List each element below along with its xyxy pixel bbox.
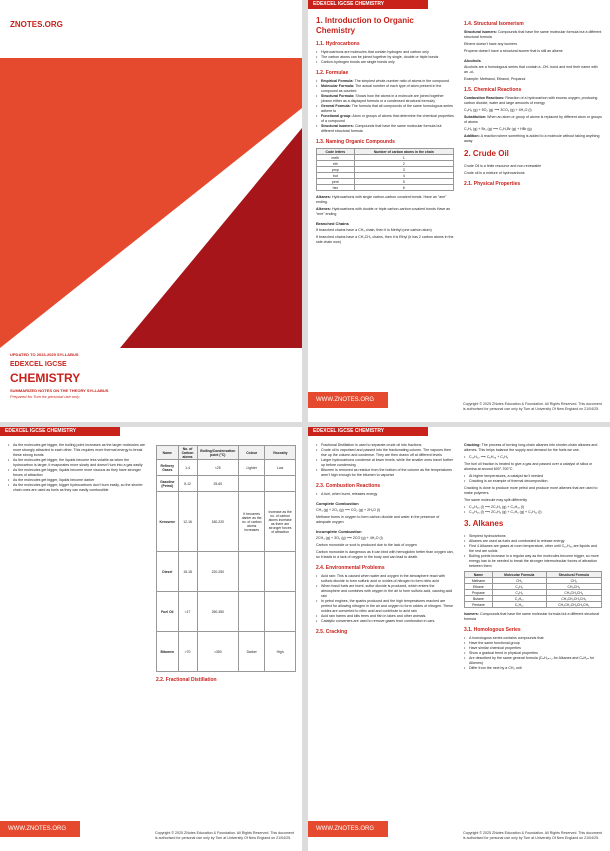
list-item: • First 4 Alkanes are gases at room temperature, other until C₁₆H₃₄ are liquids and the rest are solids: [464, 544, 602, 554]
list-item: • General Formula: The formula that all compounds of the same homologous series adhere to: [316, 104, 454, 114]
right-column: [464, 16, 602, 190]
list-item: • As the molecules get bigger, bigger hydrocarbons don't burn easily, so the shorter chain ones are used as fuels as they can easily combustible: [8, 483, 146, 493]
formulae-list: [316, 79, 454, 134]
cover-description: SUMMARIZED NOTES ON THE THEORY SYLLABUS: [10, 388, 109, 393]
paragraph: If branched chains have a CH₃ chain, then it is Methyl (one carbon atom): [316, 228, 432, 232]
physical-properties-list: [8, 443, 146, 493]
section-heading: 1.3. Naming Organic Compounds: [316, 139, 395, 145]
list-item: • As the molecules get bigger, the liquids become less volatile as when the hydrocarbon is larger, it evaporates more slowly and doesn't turn into a gas easily: [8, 458, 146, 468]
table-row: pent 5: [317, 179, 454, 185]
footer-brand[interactable]: WWW.ZNOTES.ORG: [308, 392, 388, 408]
list-item: • Simplest hydrocarbons: [464, 534, 602, 539]
subheading: Incomplete Combustion: [316, 529, 362, 534]
list-item: • C₁₂H₂₆ (l) ⟶ 2C₂H₄ (g) + C₃H₆ (g) + C₅H₁₂ (l): [464, 510, 602, 515]
list-item: • Show a gradual trend in physical properties: [464, 651, 602, 656]
paragraph: Cracking: The process of turning long-chain alkanes into shorter-chain alkanes and alkenes. This helps balance the supply and demand for the fuels we use.: [464, 443, 598, 452]
list-item: • C₁₂H₂₆ (l) ⟶ 2C₂H₄ (g) + C₈H₁₈ (l): [464, 505, 602, 510]
paragraph: Carbon monoxide is dangerous as it can bind with hemoglobin better than oxygen can, so it leads to a lack of oxygen in the body and can lead to death.: [316, 550, 454, 559]
cracking-equations: [464, 505, 602, 515]
list-item: • A fuel, when burnt, releases energy: [316, 492, 454, 497]
list-item: • Molecular Formula: The actual number of each type of atom present in the compound as counted: [316, 84, 454, 94]
section-heading: 2.5. Cracking: [316, 629, 348, 635]
paragraph: Substitution: When an atom or group of atoms is replaced by different atom or groups of atoms: [464, 115, 602, 124]
table-row: Propane C₃H₈ CH₃CH₂CH₃: [465, 590, 602, 596]
table-row: Butane C₄H₁₀ CH₃CH₂CH₂CH₃: [465, 596, 602, 602]
list-item: • Differ from the next by a CH₂ unit: [464, 666, 602, 671]
paragraph: Example: Methanol, Ethanol, Propanol: [464, 77, 526, 81]
list-item: • Fractional Distillation is used to separate crude oil into fractions: [316, 443, 454, 448]
page-header: EDEXCEL IGCSE CHEMISTRY: [0, 427, 120, 436]
list-item: • Acid rain harms and kills trees and fish in lakes and other animals.: [316, 614, 454, 619]
footer-brand[interactable]: WWW.ZNOTES.ORG: [0, 821, 80, 837]
table-row: Kerosene 12-16 180-220 It becomes darker as the no. of carbon atoms increases Increase as the no. of carbon atoms increase as there are stronger forces of attraction: [157, 492, 296, 552]
naming-table: [316, 148, 454, 191]
table-header: Name: [465, 572, 493, 578]
paragraph: Combustion Reactions: Reaction of a hydrocarbon with excess oxygen, producing carbon dioxide, water and large amounts of energy: [464, 96, 598, 105]
list-item: • When fossil fuels are burnt, sulfur dioxide is produced, which enters the atmosphere and combines with oxygen in the air to form sulfuric acid, causing acid rain: [316, 584, 454, 599]
alkanes-list: [464, 534, 602, 569]
cover-updated: UPDATED TO 2023-2025 SYLLABUS: [10, 352, 79, 357]
list-item: • In petrol engines, the sparks produced and the high temperatures reached are perfect for allowing nitrogen in the air and oxygen to form oxides of nitrogen. These oxides are converted to nitric acid and contribute to acid rain: [316, 599, 454, 614]
cracking-equation-list: [464, 455, 602, 460]
paragraph: The same molecule may split differently: [464, 498, 528, 502]
notes-page-2: [308, 0, 610, 422]
fractions-table: [156, 445, 296, 672]
paragraph: Isomers: Compounds that have the same molecular formula but a different structural formula: [464, 612, 600, 621]
table-row: Ethane C₂H₆ CH₃CH₃: [465, 584, 602, 590]
list-item: • Bitumen is removed as residue from the bottom of the column as the temperatures aren't high enough for the bitumen to vaporise: [316, 468, 454, 478]
list-item: • Acid rain: This is caused when water and oxygen in the atmosphere react with sulfuric dioxide to form sulfuric acid or oxides of nitrogen to form nitric acid: [316, 574, 454, 584]
page-header: EDEXCEL IGCSE CHEMISTRY: [308, 0, 428, 9]
paragraph: Structural isomers: Compounds that have the same molecular formula but a different structural formula: [464, 30, 602, 39]
table-header: Colour: [239, 446, 265, 460]
paragraph: The fuel oil fraction is heated to give a gas and passed over a catalyst of silica or alumina at around 600°-700°C: [464, 462, 593, 471]
cover-artwork: [0, 58, 302, 348]
subheading: Branched Chains: [316, 221, 349, 226]
table-row: Diesel 15-18 220-250: [157, 552, 296, 592]
table-header: Viscosity: [265, 446, 296, 460]
list-item: • Hydrocarbons are molecules that contain hydrogen and carbon only: [316, 50, 454, 55]
table-row: meth 1: [317, 155, 454, 161]
table-header: Number of carbon atoms in the chain: [354, 149, 453, 155]
table-row: Pentane C₅H₁₂ CH₃CH₂CH₂CH₂CH₃: [465, 602, 602, 608]
list-item: • Empirical Formula: The simplest whole-number ratio of atoms in the compound: [316, 79, 454, 84]
table-header: Code letters: [317, 149, 355, 155]
section-heading: 1.1. Hydrocarbons: [316, 41, 360, 47]
section-heading: 2.1. Physical Properties: [464, 181, 521, 187]
table-row: prop 3: [317, 167, 454, 173]
table-row: Gasoline (Petrol) 5-12 25-60: [157, 476, 296, 492]
cover-logo: ZNOTES.ORG: [10, 20, 63, 29]
environment-list: [316, 574, 454, 624]
paragraph: Cracking is done to produce more petrol and produce more alkenes that are used to make polymers.: [464, 486, 598, 495]
list-item: • Crude oil is vaporised and passed into the fractionating column. The vapours then rise up the column and condense. They are then drawn off at different levels: [316, 448, 454, 458]
section-heading: 2.4. Environmental Problems: [316, 565, 385, 571]
section-title: 3. Alkanes: [464, 519, 504, 528]
section-title: 2. Crude Oil: [464, 149, 509, 158]
list-item: • Have similar chemical properties: [464, 646, 602, 651]
footer-copyright: Copyright © 2025 ZNotes Education & Foundation. All Rights Reserved. This document is authorised for personal use only by Tom at University Of New England on 21/04/25.: [463, 831, 602, 840]
homologous-list: [464, 636, 602, 671]
notes-page-3: [0, 427, 302, 851]
paragraph: Propene doesn't have a structural isomer that is still an alkene: [464, 49, 563, 53]
section-title: 1. Introduction to Organic Chemistry: [316, 16, 414, 35]
left-column: [316, 443, 454, 638]
list-item: • As the molecules get bigger, the boiling point increases as the larger molecules are more strongly attracted to each other. This requires more thermal energy to break these strong bonds: [8, 443, 146, 458]
equation: C₃H₈ (g) + 5O₂ (g) ⟶ 3CO₂ (g) + 4H₂O (l): [464, 108, 532, 112]
left-column: [8, 443, 146, 495]
list-item: • C₁₀H₂₂ ⟶ C₈H₁₈ + C₂H₄: [464, 455, 602, 460]
list-item: • Are described by the same general formula (CₙH₂ₙ₊₂ for Alkanes and CₙH₂ₙ for Alkenes): [464, 656, 602, 666]
table-row: Fuel Oil >17 250-350: [157, 592, 296, 632]
combustion-list: [316, 492, 454, 497]
equation: CH₄ (g) + 2O₂ (g) ⟶ CO₂ (g) + 2H₂O (l): [316, 508, 381, 512]
table-row: hex 6: [317, 185, 454, 191]
subheading: Complete Combustion: [316, 501, 359, 506]
table-header: Structural Formula: [546, 572, 601, 578]
paragraph: If branched chains have a CH₂CH₃ chains, then it is Ethyl (it has 2 carbon atoms in the side chain now): [316, 235, 454, 244]
table-header: Name: [157, 446, 179, 460]
subheading: Alcohols: [464, 58, 481, 63]
paragraph: Ethene doesn't have any isomers: [464, 42, 518, 46]
paragraph: Crude oil is a mixture of hydrocarbons: [464, 171, 525, 175]
footer-brand[interactable]: WWW.ZNOTES.ORG: [308, 821, 388, 837]
equation: C₂H₆ (g) + Br₂ (g) ⟶ C₂H₅Br (g) + HBr (g): [464, 127, 532, 131]
list-item: • As the molecules get bigger, liquids become more viscous as they have stronger forces of attraction: [8, 468, 146, 478]
cover-prepared: Prepared for Tom for personal use only.: [10, 394, 81, 399]
list-item: • Larger hydrocarbons condense at lower levels, while the smaller ones travel further up before condensing: [316, 458, 454, 468]
list-item: • The carbon atoms can be joined together by single, double or triple bonds: [316, 55, 454, 60]
hydrocarbon-list: [316, 50, 454, 65]
section-heading: 1.4. Structural Isomerism: [464, 21, 524, 27]
table-row: but 4: [317, 173, 454, 179]
table-row: Bitumen >70 >350 Darker High: [157, 632, 296, 672]
equation: 2CH₄ (g) + 3O₂ (g) ⟶ 2CO (g) + 4H₂O (l): [316, 536, 383, 540]
right-column: [156, 443, 296, 686]
cracking-list: [464, 474, 602, 484]
list-item: • At higher temperatures, a catalyst isn't needed: [464, 474, 602, 479]
list-item: • Cracking is an example of thermal decomposition: [464, 479, 602, 484]
section-heading: 1.5. Chemical Reactions: [464, 87, 522, 93]
table-header: No. of Carbon atoms: [178, 446, 197, 460]
list-item: • Functional group: Atom or groups of atoms that determine the chemical properties of a compound: [316, 114, 454, 124]
alkenes-definition: Alkenes: Hydrocarbons with double or triple carbon-carbon covalent bonds Have an "ene" ending: [316, 207, 451, 216]
table-row: eth 2: [317, 161, 454, 167]
cover-board: EDEXCEL IGCSE: [10, 361, 67, 368]
table-row: Methane CH₄ CH₄: [465, 578, 602, 584]
list-item: • Boiling points increase in a regular way as the molecules become bigger, so more energy has to be needed to break the stronger intermolecular forces of attraction between them: [464, 554, 602, 569]
footer-copyright: Copyright © 2025 ZNotes Education & Foundation. All Rights Reserved. This document is authorised for personal use only by Tom at University Of New England on 21/04/25.: [463, 402, 602, 411]
alkanes-table: [464, 571, 602, 608]
table-row: Refinery Gases 1-4 <25 Lighter Low: [157, 460, 296, 476]
paragraph: Carbon monoxide or soot is produced due to the lack of oxygen: [316, 543, 417, 547]
section-heading: 1.2. Formulae: [316, 70, 349, 76]
paragraph: Alcohols are a homologous series that contain a -OH- bond and end their name with an -ol-: [464, 65, 598, 74]
cover-page: [0, 0, 302, 422]
list-item: • Alkanes are used as fuels and combusted to release energy: [464, 539, 602, 544]
distillation-list: [316, 443, 454, 478]
alkanes-definition: Alkanes: Hydrocarbons with single carbon-carbon covalent bonds. Have an "ane" ending.: [316, 195, 447, 204]
table-header: Boiling/Condensation point (°C): [197, 446, 239, 460]
paragraph: Crude Oil is a finite resource and non-renewable: [464, 164, 542, 168]
left-column: [316, 16, 454, 247]
list-item: • Structural isomers: Compounds that have the same molecular formula but different structural formula: [316, 124, 454, 134]
right-column: [464, 443, 602, 673]
list-item: • As the molecules get bigger, liquids become darker: [8, 478, 146, 483]
table-header: Molecular Formula: [492, 572, 546, 578]
paragraph: Methane burns in oxygen to form carbon dioxide and water in the presence of adequate oxygen: [316, 515, 440, 524]
list-item: • Catalytic converters are used to remove gases from combustion in cars.: [316, 619, 454, 624]
list-item: • Carbon-hydrogen bonds are single bonds only: [316, 60, 454, 65]
notes-page-4: [308, 427, 610, 851]
section-heading: 2.3. Combustion Reactions: [316, 483, 381, 489]
cover-subject: CHEMISTRY: [10, 371, 81, 385]
list-item: • Structural Formula: Shows how the atoms in a molecule are joined together (drawn either as a displayed formula or a condensed structural formula): [316, 94, 454, 104]
section-heading: 2.2. Fractional Distillation: [156, 677, 217, 683]
list-item: • Have the same functional group: [464, 641, 602, 646]
list-item: • A homologous series contains compounds that:: [464, 636, 602, 641]
section-heading: 3.1. Homologous Series: [464, 627, 521, 633]
paragraph: Addition: A reaction where something is added to a molecule without taking anything away: [464, 134, 600, 143]
footer-copyright: Copyright © 2025 ZNotes Education & Foundation. All Rights Reserved. This document is authorised for personal use only by Tom at University Of New England on 21/04/25.: [155, 831, 294, 840]
page-header: EDEXCEL IGCSE CHEMISTRY: [308, 427, 428, 436]
